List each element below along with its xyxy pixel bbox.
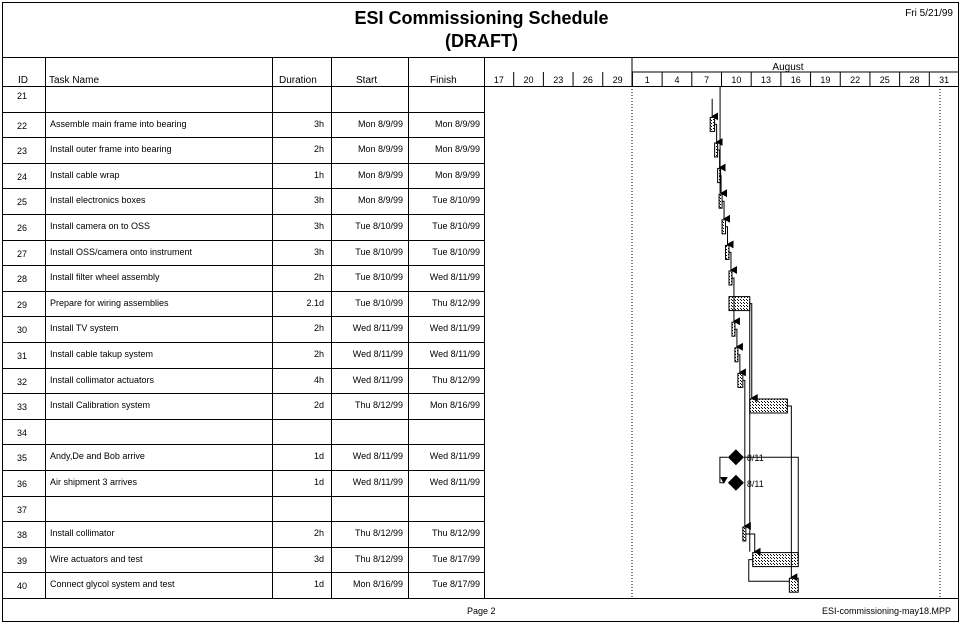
footer-top-rule <box>2 598 959 599</box>
task-finish: Thu 8/12/99 <box>431 374 480 385</box>
task-id: 25 <box>17 197 28 208</box>
task-name: Install cable takup system <box>50 349 154 359</box>
task-bar <box>738 373 743 387</box>
row-divider <box>2 342 484 343</box>
timescale-day-label: 7 <box>704 75 710 85</box>
task-id: 39 <box>17 555 28 566</box>
col-header-finish: Finish <box>430 75 457 86</box>
task-bar <box>710 117 714 131</box>
task-id: 31 <box>17 351 28 361</box>
row-divider <box>2 470 484 471</box>
task-id: 22 <box>17 120 28 131</box>
task-finish: Thu 8/12/99 <box>431 297 480 308</box>
row-divider <box>2 393 484 394</box>
task-duration: 1d <box>313 477 324 487</box>
task-name: Connect glycol system and test <box>50 579 175 590</box>
task-finish: Wed 8/11/99 <box>429 451 480 462</box>
task-id: 36 <box>17 479 28 489</box>
task-start: Wed 8/11/99 <box>352 374 403 385</box>
footer-page: Page 2 <box>467 606 496 616</box>
row-divider <box>2 496 484 497</box>
task-id: 33 <box>17 402 28 413</box>
task-name: Install collimator <box>50 528 115 539</box>
row-divider <box>2 188 484 189</box>
timescale-day-label: 16 <box>790 75 801 85</box>
timescale-month-label: August <box>772 62 804 73</box>
row-divider <box>2 547 484 548</box>
task-name: Wire actuators and test <box>50 553 143 564</box>
task-duration: 2d <box>313 400 324 411</box>
task-bar <box>789 578 798 592</box>
task-id: 24 <box>17 171 28 182</box>
task-id: 27 <box>17 248 28 259</box>
task-finish: Mon 8/16/99 <box>429 400 480 411</box>
task-finish: Tue 8/10/99 <box>432 195 480 206</box>
task-duration: 3h <box>313 195 324 206</box>
task-bar <box>729 271 732 285</box>
timescale-day-label: 19 <box>820 75 831 85</box>
timescale-day-label: 20 <box>523 75 534 85</box>
task-name: Install Calibration system <box>50 400 151 411</box>
timescale-day-label: 4 <box>674 75 680 85</box>
timescale-day-label: 10 <box>731 75 742 85</box>
task-finish: Wed 8/11/99 <box>429 477 480 487</box>
task-bar <box>735 348 738 362</box>
task-name: Install collimator actuators <box>50 374 155 385</box>
task-name: Install electronics boxes <box>50 195 146 206</box>
task-finish: Tue 8/17/99 <box>432 579 480 590</box>
task-name: Prepare for wiring assemblies <box>50 297 169 308</box>
row-divider <box>2 112 484 113</box>
task-finish: Wed 8/11/99 <box>429 272 480 283</box>
task-name: Install cable wrap <box>50 169 120 180</box>
task-start: Thu 8/12/99 <box>354 400 403 411</box>
column-divider <box>484 57 485 598</box>
task-name: Install filter wheel assembly <box>50 272 160 283</box>
task-duration: 1d <box>313 451 324 462</box>
dependency-link <box>720 457 728 483</box>
col-header-task: Task Name <box>49 75 100 86</box>
milestone-diamond <box>728 449 744 465</box>
task-bar <box>722 220 725 234</box>
report-subtitle: (DRAFT) <box>445 31 518 51</box>
task-duration: 2.1d <box>306 297 324 308</box>
task-finish: Mon 8/9/99 <box>434 169 480 180</box>
task-duration: 2h <box>313 528 324 539</box>
footer-file: ESI-commissioning-may18.MPP <box>821 606 951 616</box>
task-finish: Wed 8/11/99 <box>429 349 480 359</box>
task-name: Install TV system <box>50 323 119 334</box>
task-bar <box>715 143 718 157</box>
row-divider <box>2 214 484 215</box>
task-start: Tue 8/10/99 <box>355 221 403 231</box>
row-divider <box>2 572 484 573</box>
task-finish: Tue 8/10/99 <box>432 221 480 231</box>
task-id: 34 <box>17 427 28 438</box>
task-start: Mon 8/9/99 <box>357 195 403 206</box>
milestone-label: 8/11 <box>746 478 764 489</box>
dependency-link <box>744 457 798 559</box>
task-id: 40 <box>17 581 28 592</box>
row-divider <box>2 444 484 445</box>
row-divider <box>2 137 484 138</box>
task-duration: 2h <box>313 144 324 155</box>
task-start: Wed 8/11/99 <box>352 477 403 487</box>
task-start: Thu 8/12/99 <box>354 553 403 564</box>
task-id: 38 <box>17 530 28 541</box>
task-bar <box>726 245 729 259</box>
task-finish: Thu 8/12/99 <box>431 528 480 539</box>
task-id: 30 <box>17 325 28 336</box>
task-name: Air shipment 3 arrives <box>50 477 138 487</box>
task-finish: Mon 8/9/99 <box>434 118 480 129</box>
row-divider <box>2 163 484 164</box>
task-duration: 1d <box>313 579 324 590</box>
task-id: 26 <box>17 223 28 233</box>
row-divider <box>2 316 484 317</box>
row-divider <box>2 368 484 369</box>
timescale-day-label: 22 <box>850 75 861 85</box>
task-duration: 2h <box>313 349 324 359</box>
dependency-link <box>746 534 755 552</box>
milestone-label: 8/11 <box>746 453 764 464</box>
milestone-diamond <box>728 475 744 491</box>
task-bar <box>719 194 722 208</box>
task-duration: 3d <box>313 553 324 564</box>
task-finish: Mon 8/9/99 <box>434 144 480 155</box>
task-name: Install OSS/camera onto instrument <box>50 246 193 257</box>
timescale-day-label: 25 <box>879 75 890 85</box>
task-start: Wed 8/11/99 <box>352 349 403 359</box>
task-finish: Tue 8/10/99 <box>432 246 480 257</box>
task-duration: 3h <box>313 118 324 129</box>
row-divider <box>2 419 484 420</box>
task-finish: Tue 8/17/99 <box>432 553 480 564</box>
col-header-start: Start <box>356 75 378 86</box>
task-start: Wed 8/11/99 <box>352 451 403 462</box>
task-name: Assemble main frame into bearing <box>50 118 187 129</box>
row-divider <box>2 521 484 522</box>
col-header-duration: Duration <box>279 75 317 86</box>
task-bar <box>743 527 746 541</box>
task-start: Tue 8/10/99 <box>355 246 403 257</box>
task-start: Wed 8/11/99 <box>352 323 403 334</box>
timescale-day-label: 1 <box>644 75 650 85</box>
timescale-day-label: 26 <box>582 75 593 85</box>
task-id: 29 <box>17 299 28 310</box>
task-id: 23 <box>17 146 28 157</box>
task-duration: 1h <box>313 169 324 180</box>
task-finish: Wed 8/11/99 <box>429 323 480 334</box>
task-id: 35 <box>17 453 28 464</box>
task-name: Install camera on to OSS <box>50 221 151 231</box>
task-duration: 2h <box>313 272 324 283</box>
report-title: ESI Commissioning Schedule <box>354 8 609 28</box>
timescale-day-label: 28 <box>909 75 920 85</box>
task-duration: 4h <box>313 374 324 385</box>
task-start: Tue 8/10/99 <box>355 272 403 283</box>
timescale-day-label: 31 <box>939 75 950 85</box>
task-start: Mon 8/9/99 <box>357 118 403 129</box>
task-duration: 3h <box>313 221 324 231</box>
timescale-day-label: 17 <box>493 75 504 85</box>
task-duration: 3h <box>313 246 324 257</box>
col-header-id: ID <box>18 75 28 86</box>
task-start: Thu 8/12/99 <box>354 528 403 539</box>
dependency-link <box>787 406 791 577</box>
dependency-link <box>743 380 745 526</box>
task-name: Andy,De and Bob arrive <box>50 451 145 462</box>
timescale-day-label: 23 <box>553 75 564 85</box>
task-start: Mon 8/16/99 <box>352 579 403 590</box>
task-id: 37 <box>17 504 28 515</box>
row-divider <box>2 240 484 241</box>
task-id: 28 <box>17 274 28 285</box>
timescale-day-label: 13 <box>761 75 772 85</box>
task-start: Mon 8/9/99 <box>357 144 403 155</box>
task-start: Tue 8/10/99 <box>355 297 403 308</box>
task-id: 21 <box>17 91 28 101</box>
row-divider <box>2 291 484 292</box>
print-date: Fri 5/21/99 <box>905 8 953 19</box>
task-bar <box>729 297 750 311</box>
task-name: Install outer frame into bearing <box>50 144 172 155</box>
task-bar <box>732 322 735 336</box>
task-start: Mon 8/9/99 <box>357 169 403 180</box>
task-duration: 2h <box>313 323 324 334</box>
task-bar <box>750 399 788 413</box>
task-id: 32 <box>17 376 28 387</box>
row-divider <box>2 265 484 266</box>
timescale-day-label: 29 <box>612 75 623 85</box>
header-bottom-rule <box>2 86 959 87</box>
